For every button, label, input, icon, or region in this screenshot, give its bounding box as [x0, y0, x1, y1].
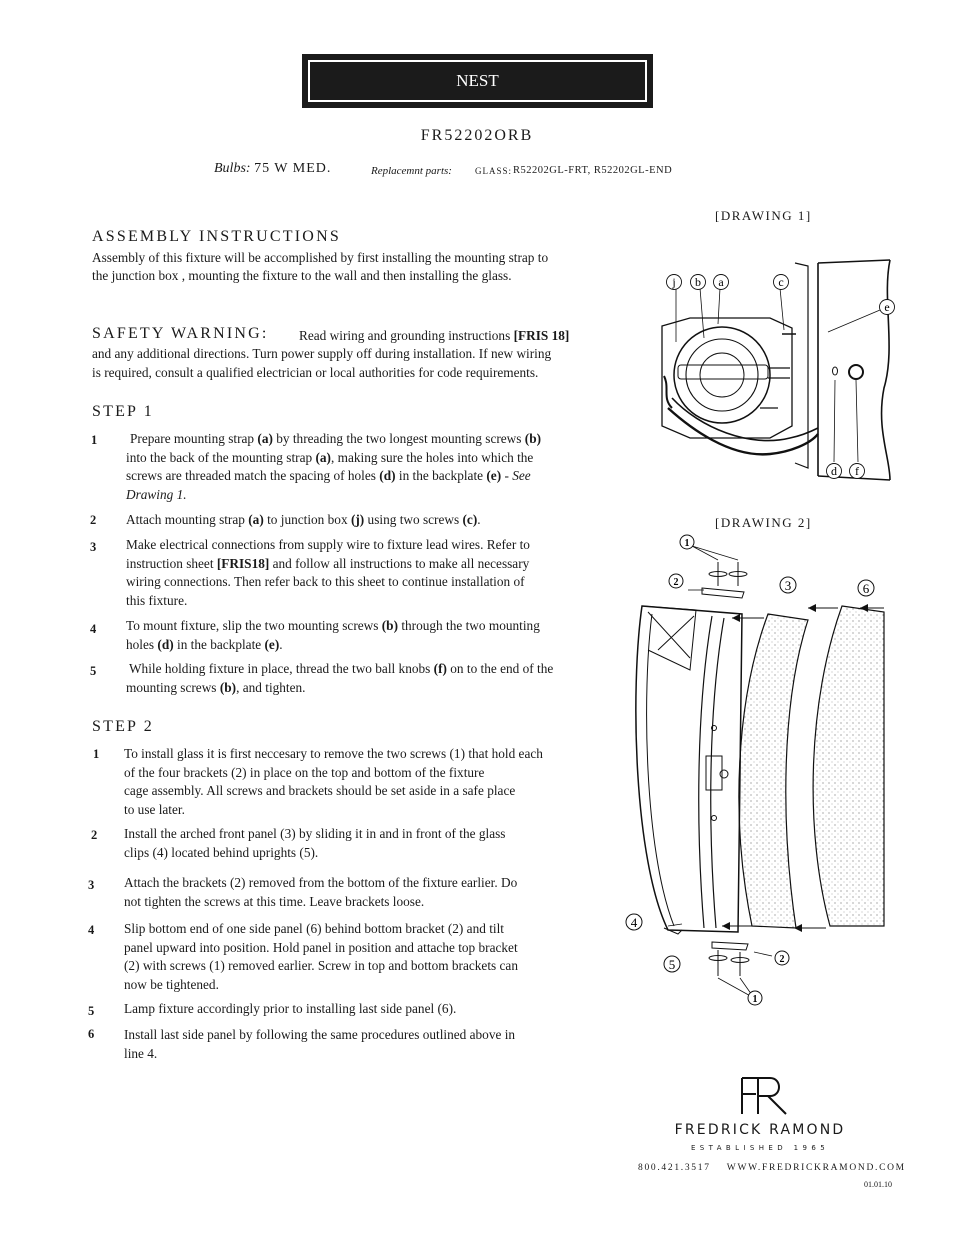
title-box [302, 54, 653, 108]
drawing1-label: [DRAWING 1] [715, 208, 812, 223]
callout-6: 6 [862, 581, 870, 596]
text-line: mounting screws (b), and tighten. [126, 679, 306, 695]
text-line: line 4. [124, 1045, 158, 1061]
bulbs-spec [214, 161, 331, 177]
callout-a: a [718, 275, 724, 289]
safety-line: is required, consult a qualified electrician or local authorities for code requirements. [92, 365, 539, 380]
step1-item-text [126, 660, 553, 697]
text-line: Attach mounting strap (a) to junction box (j) using two screws (c). [126, 512, 481, 527]
text-line: Install the arched front panel (3) by sliding it in and in front of the glass [124, 826, 506, 841]
step2-item-text [124, 825, 505, 862]
text-line: to use later. [124, 801, 185, 817]
step2-item-text [124, 874, 517, 911]
text-line: Install last side panel by following the same procedures outlined above in [124, 1027, 516, 1042]
step2-item-text [124, 1026, 515, 1063]
callout-4: 4 [630, 915, 638, 930]
step2-item-number: 4 [88, 923, 95, 937]
callout-2-bottom: 2 [779, 954, 785, 965]
step1-item-number: 1 [91, 433, 98, 447]
drawing1-illustration [650, 258, 896, 484]
text-line: Make electrical connections from supply wire to fixture lead wires. Refer to [126, 537, 530, 552]
assembly-line: Assembly of this fixture will be accomplished by first installing the mounting strap to [92, 250, 549, 265]
website-link[interactable]: WWW.FREDRICKRAMOND.COM [726, 1163, 906, 1173]
text-line: panel upward into position. Hold panel in position and attache top bracket [124, 939, 518, 955]
revision-date: 01.01.10 [864, 1180, 892, 1189]
step1-item-text [126, 511, 481, 530]
drawing2-illustration [612, 530, 894, 1010]
established-line: ESTABLISHED 1965 [690, 1144, 830, 1152]
callout-1-bottom: 1 [752, 994, 758, 1005]
step1-item-text [126, 430, 541, 504]
text-line: To mount fixture, slip the two mounting screws (b) through the two mounting [126, 618, 540, 633]
text-line: this fixture. [126, 592, 188, 608]
callout-c: c [778, 275, 784, 289]
text-line: While holding fixture in place, thread the two ball knobs (f) on to the end of the [129, 661, 554, 676]
text-line: Drawing 1. [126, 486, 187, 502]
step1-item-number: 2 [90, 513, 97, 527]
callout-j: j [672, 275, 676, 289]
step2-item-number: 5 [88, 1004, 95, 1018]
text-line: cage assembly. All screws and brackets should be set aside in a safe place [124, 783, 516, 799]
step2-item-number: 2 [91, 828, 98, 842]
step2-item-text [124, 1000, 456, 1019]
text-line: To install glass it is first neccesary to remove the two screws (1) that hold each [124, 746, 543, 761]
model-number: FR52202ORB [420, 127, 534, 144]
step2-item-number: 3 [88, 878, 95, 892]
replacement-label: Replacemnt parts: [371, 165, 452, 177]
step2-item-text [124, 920, 518, 994]
company-name: FREDRICK RAMOND [674, 1122, 846, 1138]
callout-1-top: 1 [684, 538, 690, 549]
safety-first-line [299, 327, 569, 346]
text-line: Attach the brackets (2) removed from the bottom of the fixture earlier. Do [124, 875, 518, 890]
assembly-heading: ASSEMBLY INSTRUCTIONS [92, 228, 341, 245]
callout-5: 5 [668, 957, 676, 972]
text-line: clips (4) located behind uprights (5). [124, 844, 319, 860]
drawing2-label: [DRAWING 2] [715, 515, 812, 530]
step1-item-number: 4 [90, 622, 97, 636]
text-line: screws are threaded match the spacing of holes (d) in the backplate (e) - See [126, 468, 531, 484]
text-line: Lamp fixture accordingly prior to installing last side panel (6). [124, 1001, 457, 1016]
safety-heading: SAFETY WARNING: [92, 325, 269, 342]
assembly-line: the junction box , mounting the fixture to the wall and then installing the glass. [92, 268, 512, 283]
step2-item-number: 6 [88, 1027, 95, 1041]
text-line: Slip bottom end of one side panel (6) behind bottom bracket (2) and tilt [124, 921, 504, 936]
step1-item-number: 3 [90, 540, 97, 554]
fr-logo-mark [738, 1076, 790, 1116]
step1-item-text [126, 536, 530, 610]
callout-3: 3 [784, 578, 792, 593]
text-line: wiring connections. Then refer back to this sheet to continue installation of [126, 574, 525, 590]
contact-line [638, 1163, 906, 1173]
glass-label: GLASS: [475, 166, 513, 176]
text-line: of the four brackets (2) in place on the top and bottom of the fixture [124, 764, 485, 780]
safety-fris-ref: [FRIS 18] [513, 328, 570, 343]
text-line: into the back of the mounting strap (a), making sure the holes into which the [126, 449, 534, 465]
step1-heading: STEP 1 [92, 403, 154, 420]
text-line: holes (d) in the backplate (e). [126, 636, 283, 652]
bulbs-value: 75 W MED. [254, 161, 332, 176]
callout-2-top: 2 [673, 577, 679, 588]
text-line: not tighten the screws at this time. Leave brackets loose. [124, 893, 425, 909]
phone-number: 800.421.3517 [638, 1163, 711, 1173]
step2-heading: STEP 2 [92, 718, 154, 735]
safety-line: and any additional directions. Turn power supply off during installation. If new wiring [92, 346, 552, 361]
glass-parts: R52202GL-FRT, R52202GL-END [513, 165, 673, 176]
callout-d: d [831, 464, 837, 478]
callout-e: e [884, 300, 890, 314]
text-line: Prepare mounting strap (a) by threading the two longest mounting screws (b) [130, 431, 542, 446]
safety-first-text: Read wiring and grounding instructions [299, 328, 511, 343]
text-line: (2) with screws (1) removed earlier. Screw in top and bottom brackets can [124, 958, 518, 974]
bulbs-label: Bulbs: [214, 161, 251, 176]
text-line: instruction sheet [FRIS18] and follow all instructions to make all necessary [126, 555, 530, 571]
step2-item-number: 1 [93, 747, 100, 761]
step1-item-number: 5 [90, 664, 97, 678]
step2-item-text [124, 745, 543, 819]
product-title: NEST [308, 60, 647, 102]
callout-b: b [695, 275, 701, 289]
text-line: now be tightened. [124, 976, 219, 992]
step1-item-text [126, 617, 540, 654]
callout-f: f [855, 464, 859, 478]
